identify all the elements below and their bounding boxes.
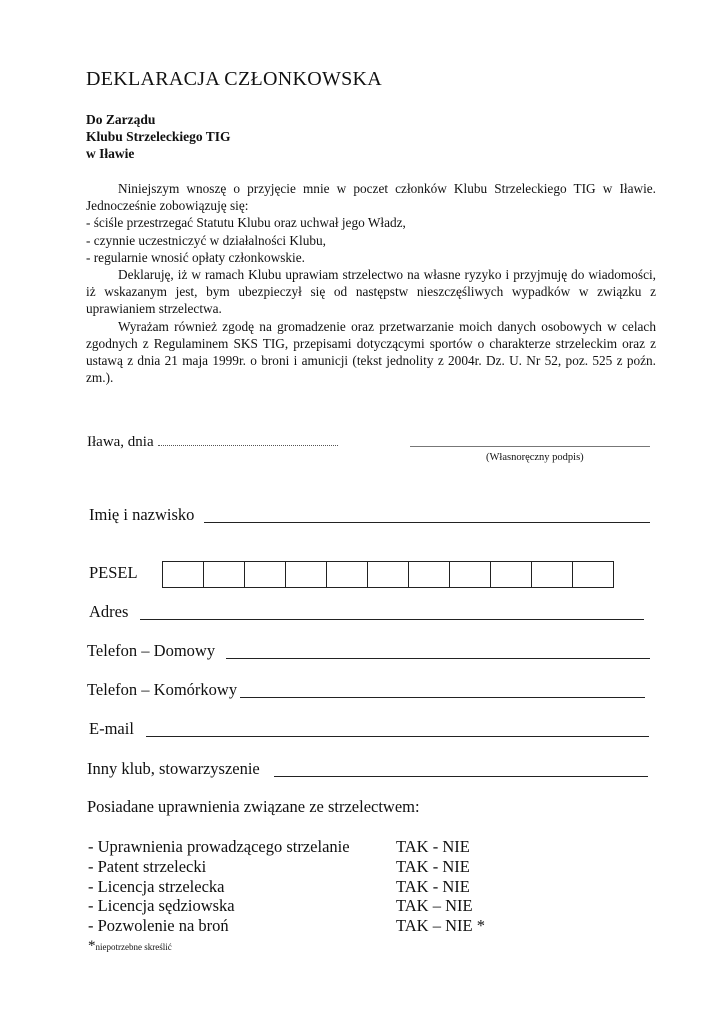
date-field[interactable] xyxy=(158,444,338,446)
obligation-item: - ściśle przestrzegać Statutu Klubu oraz uchwał jego Władz, xyxy=(86,215,406,231)
other-club-field[interactable] xyxy=(274,775,648,777)
permission-name: - Uprawnienia prowadzącego strzelanie xyxy=(88,837,350,856)
permissions-list xyxy=(88,837,485,936)
permission-name: - Licencja sędziowska xyxy=(88,896,235,916)
pesel-label: PESEL xyxy=(89,563,138,582)
permission-row xyxy=(88,896,485,916)
pesel-digit-box[interactable] xyxy=(532,562,573,587)
paragraph-consent: Wyrażam również zgodę na gromadzenie oraz przetwarzanie moich danych osobowych w celach zgodnych z Regulaminem SKS TIG, przepisami dotyczącymi sportów o charakterze strzeleckim oraz z ustawą z dnia 21 maja 1999r. o broni i amunicji (tekst jednolity z 2004r. Dz. U. Nr 52, poz. 525 z poźn. zm.). xyxy=(86,318,656,386)
pesel-digit-box[interactable] xyxy=(163,562,204,587)
permissions-heading: Posiadane uprawnienia związane ze strzelectwem: xyxy=(87,797,420,816)
permission-row xyxy=(88,877,485,897)
pesel-digit-box[interactable] xyxy=(327,562,368,587)
phone-mobile-label: Telefon – Komórkowy xyxy=(87,680,238,699)
pesel-digit-box[interactable] xyxy=(409,562,450,587)
pesel-digit-box[interactable] xyxy=(573,562,613,587)
footnote-star: * xyxy=(88,938,96,954)
pesel-digit-box[interactable] xyxy=(368,562,409,587)
addressee-line-2: Klubu Strzeleckiego TIG xyxy=(86,129,231,144)
email-label: E-mail xyxy=(89,719,134,738)
permission-choice[interactable]: TAK – NIE xyxy=(396,896,473,916)
pesel-digit-box[interactable] xyxy=(450,562,491,587)
document-title: DEKLARACJA CZŁONKOWSKA xyxy=(86,68,383,90)
other-club-label: Inny klub, stowarzyszenie xyxy=(87,759,260,778)
paragraph-risk: Deklaruję, iż w ramach Klubu uprawiam strzelectwo na własne ryzyko i przyjmuję do wiadomości, iż wskazanym jest, bym ubezpieczył się od następstw nieszczęśliwych wypadków w związku z uprawianiem strzelectwa. xyxy=(86,267,656,317)
footnote-text: niepotrzebne skreślić xyxy=(95,942,172,952)
permission-choice[interactable]: TAK - NIE xyxy=(396,876,470,896)
pesel-digit-box[interactable] xyxy=(286,562,327,587)
address-field[interactable] xyxy=(140,618,644,620)
permission-row xyxy=(88,916,485,936)
permission-choice[interactable]: TAK - NIE xyxy=(396,837,470,856)
addressee-line-3: w Iławie xyxy=(86,146,135,161)
address-label: Adres xyxy=(89,602,129,621)
permission-name: - Patent strzelecki xyxy=(88,856,207,876)
permission-row xyxy=(88,837,485,857)
pesel-digit-box[interactable] xyxy=(204,562,245,587)
addressee-line-1: Do Zarządu xyxy=(86,112,156,127)
permission-name: - Pozwolenie na broń xyxy=(88,916,229,936)
pesel-digit-box[interactable] xyxy=(245,562,286,587)
phone-home-label: Telefon – Domowy xyxy=(87,641,216,660)
obligation-item: - czynnie uczestniczyć w działalności Klubu, xyxy=(86,232,326,248)
pesel-boxes xyxy=(162,561,614,588)
paragraph-membership: Niniejszym wnoszę o przyjęcie mnie w poczet członków Klubu Strzeleckiego TIG w Iławie. Jednocześnie zobowiązuję się: xyxy=(86,181,656,214)
phone-home-field[interactable] xyxy=(226,657,650,659)
signature-line[interactable] xyxy=(410,446,650,447)
email-field[interactable] xyxy=(146,735,649,737)
name-field[interactable] xyxy=(204,521,650,523)
signature-caption: (Własnoręczny podpis) xyxy=(486,452,584,463)
permission-choice[interactable]: TAK – NIE * xyxy=(396,916,485,936)
footnote xyxy=(88,938,172,955)
pesel-digit-box[interactable] xyxy=(491,562,532,587)
name-label: Imię i nazwisko xyxy=(89,505,195,524)
phone-mobile-field[interactable] xyxy=(240,696,645,698)
permission-name: - Licencja strzelecka xyxy=(88,876,225,896)
declaration-body xyxy=(86,180,656,386)
obligation-item: - regularnie wnosić opłaty członkowskie. xyxy=(86,249,305,265)
permission-choice[interactable]: TAK - NIE xyxy=(396,856,470,876)
place-date-label: Iława, dnia xyxy=(87,434,154,450)
permission-row xyxy=(88,857,485,877)
place-date xyxy=(87,434,338,451)
